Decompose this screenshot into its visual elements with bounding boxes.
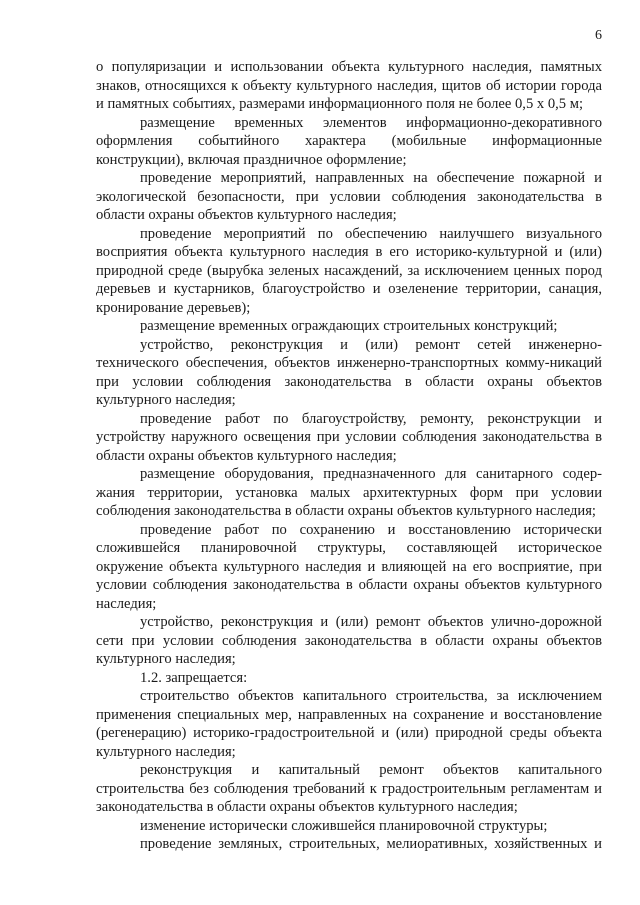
clause-heading: 1.2. запрещается: (140, 669, 248, 686)
list-item: размещение временных ограждающих строительных конструкций; (140, 318, 558, 334)
list-item: проведение мероприятий по обеспечению наилучшего визуального восприятия объекта культурного наследия в его историко-культурной и (или) природной среде (вырубка зеленых насаждений, за исключением ценных пород деревьев и кустарников, благоустройство и озеленение территории, санация, кронирование деревьев); (96, 225, 602, 316)
list-item: проведение работ по благоустройству, ремонту, реконструкции и устройству наружного освещения при условии соблюдения законодательства в области охраны объектов культурного наследия; (96, 410, 602, 464)
list-item: проведение мероприятий, направленных на обеспечение пожарной и экологической безопасности, при условии соблюдения законодательства в области охраны объектов культурного наследия; (96, 170, 602, 223)
list-item: размещение временных элементов информационно-декоративного оформления событийного характера (мобильные информационные конструкции), включая праздничное оформление; (96, 114, 602, 168)
list-item: реконструкция и капитальный ремонт объектов капитального строительства без соблюдения требований к градостроительным регламентам и законодательства в области охраны объектов культурного наследия; (96, 762, 602, 815)
list-item: проведение работ по сохранению и восстановлению исторически сложившейся планировочной структуры, составляющей историческое окружение объекта культурного наследия и влияющей на его восприятие, при условии соблюдения законодательства в области охраны объектов культурного наследия; (96, 521, 602, 612)
paragraph-continuation: о популяризации и использовании объекта культурного наследия, памятных знаков, относящихся к объекту культурного наследия, щитов об истории города и памятных событиях, размерами информационного поля не более 0,5 х 0,5 м; (96, 59, 602, 112)
list-item: строительство объектов капитального строительства, за исключением применения специальных мер, направленных на сохранение и восстановление (регенерацию) историко-градостроительной и (или) природной среды объекта культурного наследия; (96, 688, 602, 760)
list-item: изменение исторически сложившейся планировочной структуры; (140, 817, 548, 834)
document-body (96, 58, 602, 854)
list-item: устройство, реконструкция и (или) ремонт сетей инженерно-технического обеспечения, объектов инженерно-транспортных комму-никаций при условии соблюдения законодательства в области охраны объектов культурного наследия; (96, 336, 602, 408)
list-item: устройство, реконструкция и (или) ремонт объектов улично-дорожной сети при условии соблюдения законодательства в области охраны объектов культурного наследия; (96, 614, 602, 667)
page-number: 6 (595, 28, 602, 43)
list-item: размещение оборудования, предназначенного для санитарного содер-жания территории, установка малых архитектурных форм при условии соблюдения законодательства в области охраны объектов культурного наследия; (96, 466, 602, 519)
list-item: проведение земляных, строительных, мелиоративных, хозяйственных и (140, 836, 602, 852)
